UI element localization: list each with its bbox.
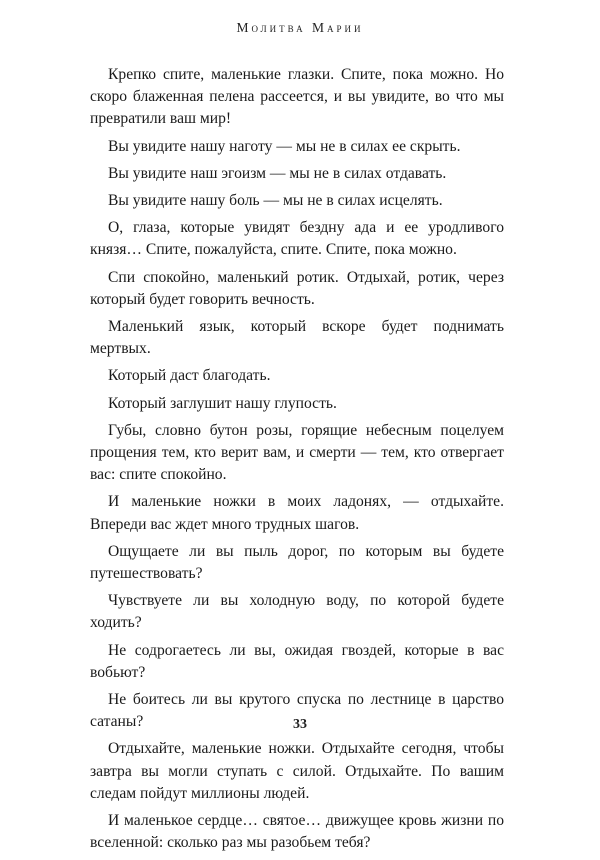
paragraph: Губы, словно бутон розы, горящие небесным поцелуем прощения тем, кто верит вам, и смерти — тем, кто отвергает вас: спите спокойно. (90, 421, 504, 484)
paragraph: Ощущаете ли вы пыль дорог, по которым вы будете путешествовать? (90, 542, 504, 583)
body-text (90, 64, 504, 860)
running-head: Молитва Марии (236, 20, 364, 35)
paragraph: Не содрогаетесь ли вы, ожидая гвоздей, которые в вас вобьют? (90, 641, 504, 681)
paragraph: Спи спокойно, маленький ротик. Отдыхай, ротик, через который будет говорить вечность. (90, 268, 504, 308)
paragraph: Маленький язык, который вскоре будет поднимать мертвых. (90, 318, 504, 358)
paragraph: Не боитесь ли вы крутого спуска по лестнице в царство сатаны? (90, 691, 504, 731)
paragraph: И маленькое сердце… святое… движущее кровь жизни по вселенной: сколько раз мы разобьем тебя? (90, 812, 504, 852)
paragraph: Чувствуете ли вы холодную воду, по которой будете ходить? (90, 592, 504, 632)
paragraph: Вы увидите нашу наготу — мы не в силах ее скрыть. (108, 137, 461, 155)
paragraph: Который заглушит нашу глупость. (108, 394, 337, 412)
paragraph: Крепко спите, маленькие глазки. Спите, пока можно. Но скоро блаженная пелена рассеется, и вы увидите, во что мы превратили ваш мир! (90, 66, 504, 128)
paragraph: Вы увидите нашу боль — мы не в силах исцелять. (108, 192, 443, 210)
paragraph: Отдыхайте, маленькие ножки. Отдыхайте сегодня, чтобы завтра вы могли ступать с силой. Отдыхайте. По вашим следам пойдут миллионы людей. (90, 740, 504, 802)
paragraph: И маленькие ножки в моих ладонях, — отдыхайте. Впереди вас ждет много трудных шагов. (90, 493, 504, 533)
paragraph: Вы увидите наш эгоизм — мы не в силах отдавать. (108, 164, 447, 182)
paragraph: Который даст благодать. (108, 367, 271, 385)
page-number: 33 (293, 717, 307, 732)
paragraph: О, глаза, которые увидят бездну ада и ее уродливого князя… Спите, пожалуйста, спите. Спите, пока можно. (90, 219, 504, 259)
